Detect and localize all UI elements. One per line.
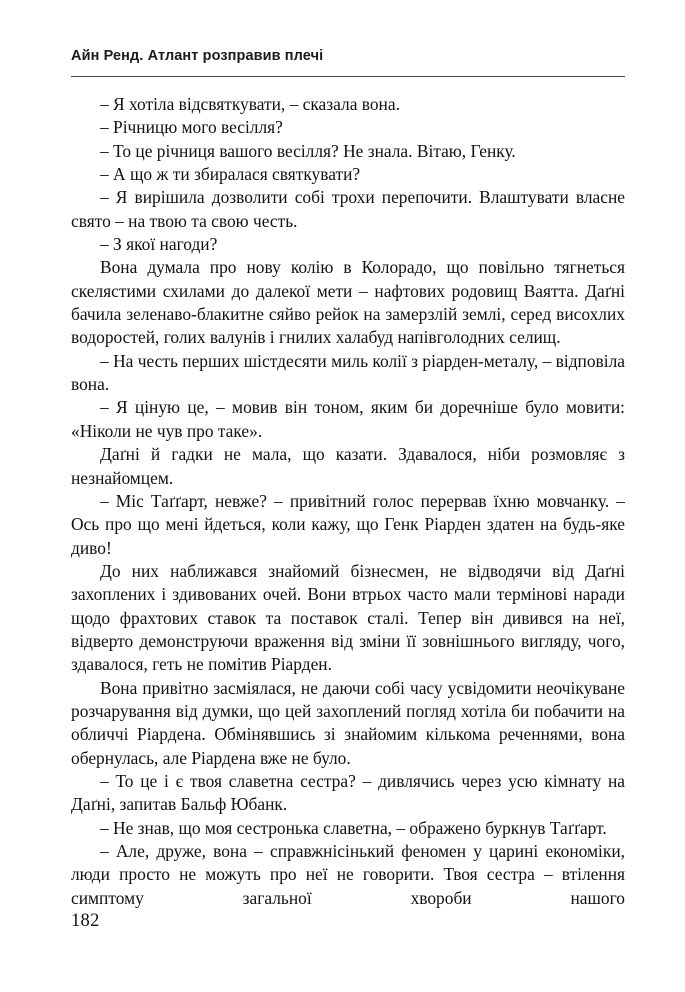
header-rule-divider	[71, 76, 625, 77]
paragraph: – Я вирішила дозволити собі трохи перепочити. Влаштувати власне свято – на твою та свою честь.	[71, 187, 625, 231]
body-text-block	[71, 93, 625, 933]
paragraph: – Я хотіла відсвяткувати, – сказала вона.	[100, 94, 400, 114]
paragraph-continued-next-page: – Але, друже, вона – справжнісінький феномен у царині економіки, люди просто не можуть про неї не говорити. Твоя сестра – втілення симптому загальної хвороби нашого	[71, 841, 625, 908]
page-number: 182	[71, 911, 100, 931]
paragraph: – А що ж ти збиралася святкувати?	[100, 164, 361, 185]
paragraph: – На честь перших шістдесяти миль колії з ріарден-металу, – відповіла вона.	[71, 350, 625, 395]
paragraph: – Річницю мого весілля?	[100, 117, 283, 138]
paragraph: – То це і є твоя славетна сестра? – дивлячись через усю кімнату на Даґні, запитав Бальф Юбанк.	[71, 770, 625, 815]
paragraph: Вона думала про нову колію в Колорадо, що повільно тягнеться скелястими схилами до далекої мети – нафтових родовищ Ваятта. Даґні бачила зеленаво-блакитне сяйво рейок на замерзлій землі, серед висохлих водоростей, голих валунів і гнилих халабуд напівголодних селищ.	[71, 257, 625, 348]
paragraph: Даґні й гадки не мала, що казати. Здавалося, ніби розмовляє з незнайомцем.	[71, 444, 625, 488]
running-header-title: Айн Ренд. Атлант розправив плечі	[71, 48, 324, 64]
running-header	[71, 49, 625, 65]
paragraph: До них наближався знайомий бізнесмен, не відводячи від Даґні захоплених і здивованих очей. Вони втрьох часто мали термінові наради щодо фрахтових ставок та поставок сталі. Тепер він дивився на неї, відверто демонструючи враження від зміни її зовнішнього вигляду, чого, здавалося, геть не помітив Ріарден.	[71, 560, 625, 675]
paragraph: – З якої нагоди?	[100, 234, 218, 255]
paragraph: Вона привітно засміялася, не даючи собі часу усвідомити неочікуване розчарування від думки, що цей захоплений погляд хотіла би побачити на обличчі Ріардена. Обмінявшись зі знайомим кількома реченнями, вона обернулась, але Ріардена вже не було.	[71, 677, 625, 768]
paragraph: – Не знав, що моя сестронька славетна, – ображено буркнув Таґґарт.	[100, 817, 607, 838]
paragraph: – То це річниця вашого весілля? Не знала. Вітаю, Генку.	[100, 140, 516, 161]
paragraph: – Міс Таґґарт, невже? – привітний голос перервав їхню мовчанку. – Ось про що мені йдеться, коли кажу, що Генк Ріарден здатен на будь-яке диво!	[71, 490, 625, 558]
paragraph: – Я ціную це, – мовив він тоном, яким би доречніше було мовити: «Ніколи не чув про таке».	[71, 397, 625, 441]
